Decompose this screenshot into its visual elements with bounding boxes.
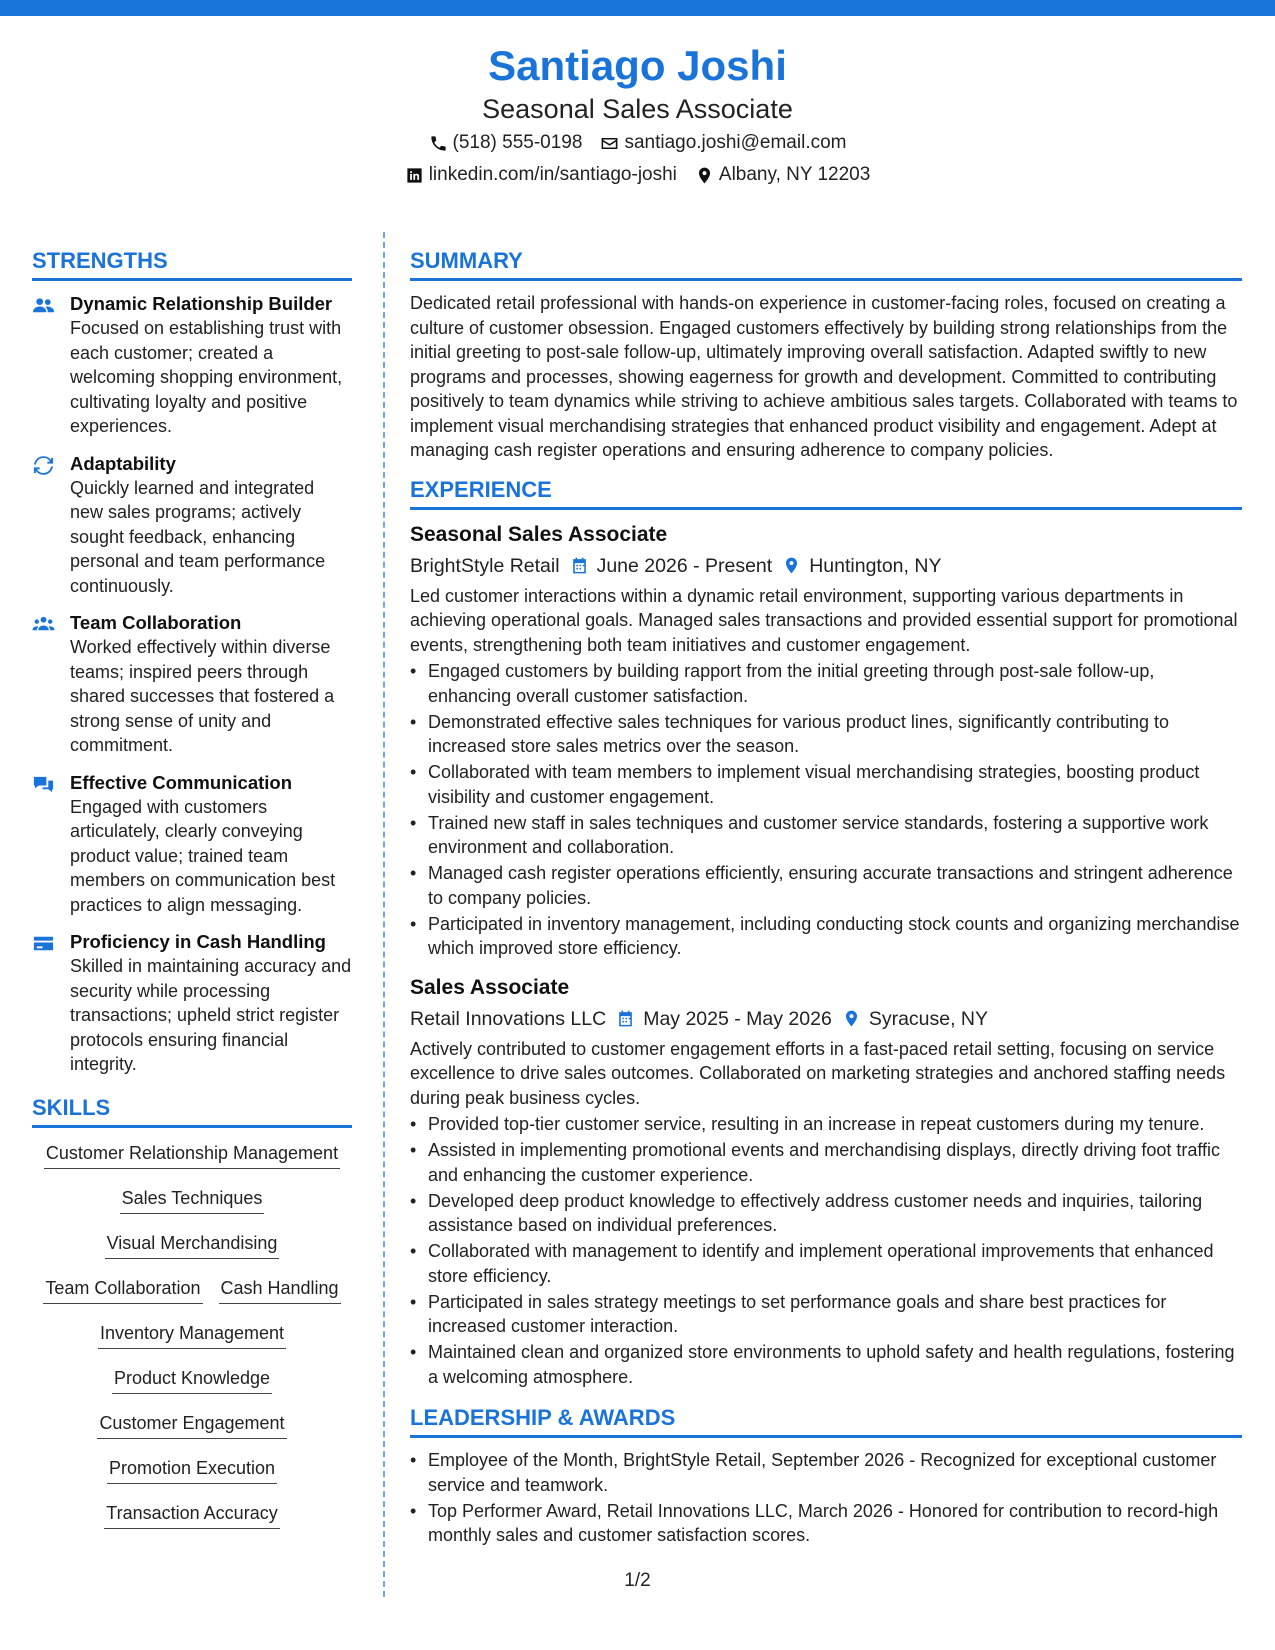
credit-card-icon <box>32 932 55 955</box>
contact-row-1 <box>0 128 1275 158</box>
calendar-icon <box>570 556 589 575</box>
leadership-heading: LEADERSHIP & AWARDS <box>410 1401 1242 1438</box>
job-meta <box>410 550 1242 582</box>
strength-title: Proficiency in Cash Handling <box>70 931 326 952</box>
location-contact <box>695 160 870 190</box>
job-bullets <box>410 659 1242 961</box>
strength-item <box>32 929 352 1077</box>
strength-item <box>32 291 352 439</box>
bullet-item: • Participated in inventory management, including conducting stock counts and organizing merchandise which improved store efficiency. <box>410 912 1242 961</box>
strength-title: Effective Communication <box>70 771 293 793</box>
map-pin-icon <box>782 556 801 575</box>
skill-tag: Visual Merchandising <box>105 1228 280 1259</box>
contact-row-2 <box>0 160 1275 190</box>
calendar-icon <box>616 1009 635 1028</box>
email-contact[interactable] <box>600 128 846 158</box>
bullet-item: • Managed cash register operations efficiently, ensuring accurate transactions and stringent adherence to company policies. <box>410 861 1242 910</box>
skill-tag: Customer Relationship Management <box>44 1138 340 1169</box>
skill-tag: Sales Techniques <box>120 1183 265 1214</box>
skill-tag: Transaction Accuracy <box>104 1498 279 1529</box>
candidate-name: Santiago Joshi <box>488 42 787 89</box>
location-text: Albany, NY 12203 <box>718 164 871 185</box>
skill-tag: Inventory Management <box>98 1318 286 1349</box>
job-description: Actively contributed to customer engagement efforts in a fast-paced retail setting, focusing on service excellence to drive sales outcomes. Collaborated on marketing strategies and anchored staffing needs during peak business cycles. <box>410 1038 1226 1108</box>
bullet-item: • Engaged customers by building rapport from the initial greeting through post-sale follow-up, enhancing overall customer satisfaction. <box>410 659 1242 708</box>
bullet-item: • Trained new staff in sales techniques and customer service standards, fostering a supportive work environment and collaboration. <box>410 811 1242 860</box>
candidate-title: Seasonal Sales Associate <box>482 94 793 124</box>
job-description: Led customer interactions within a dynamic retail environment, supporting various departments in achieving operational goals. Managed sales transactions and provided essential support for promotional events, strengthening both team initiatives and customer engagement. <box>410 585 1238 655</box>
sync-icon <box>32 454 55 477</box>
bullet-item: • Provided top-tier customer service, resulting in an increase in repeat customers during my tenure. <box>410 1112 1242 1137</box>
strength-desc: Focused on establishing trust with each customer; created a welcoming shopping environment, cultivating loyalty and positive experiences. <box>70 318 343 436</box>
award-item: • Top Performer Award, Retail Innovations LLC, March 2026 - Honored for contribution to record-high monthly sales and customer satisfaction scores. <box>410 1499 1242 1548</box>
job-entry <box>410 520 1242 961</box>
resume-header <box>0 40 1275 190</box>
phone-text: (518) 555-0198 <box>452 132 583 153</box>
users-icon <box>32 294 55 317</box>
job-bullets <box>410 1112 1242 1389</box>
envelope-icon <box>600 134 619 153</box>
strength-item <box>32 770 352 918</box>
job-meta <box>410 1003 1242 1035</box>
job-title: Sales Associate <box>410 975 570 999</box>
right-column <box>410 244 1242 1560</box>
strength-title: Dynamic Relationship Builder <box>70 293 333 314</box>
strength-desc: Engaged with customers articulately, clearly conveying product value; trained team members on communication best practices to align messaging. <box>70 796 336 915</box>
leadership-list <box>410 1448 1242 1548</box>
chat-icon <box>32 773 55 796</box>
phone-contact <box>429 128 583 158</box>
summary-heading: SUMMARY <box>410 244 1242 281</box>
linkedin-icon <box>405 166 424 185</box>
job-company: BrightStyle Retail <box>410 554 560 577</box>
column-divider <box>383 232 385 1597</box>
email-text: santiago.joshi@email.com <box>624 132 847 153</box>
summary-text: Dedicated retail professional with hands-on experience in customer-facing roles, focused on creating a culture of customer obsession. Engaged customers effectively by building strong relationships from the initial greeting to post-sale follow-up, ultimately improving overall satisfaction. Adapted swiftly to new programs and processes, showing eagerness for growth and development. Committed to contributing positively to team dynamics while striving to achieve ambitious sales targets. Collaborated with teams to implement visual merchandising strategies that enhanced product visibility and engagement. Adept at managing cash register operations and ensuring adherence to company policies. <box>410 293 1238 460</box>
award-item: • Employee of the Month, BrightStyle Retail, September 2026 - Recognized for exceptional customer service and teamwork. <box>410 1448 1242 1497</box>
skill-tag: Promotion Execution <box>107 1453 277 1484</box>
strength-desc: Skilled in maintaining accuracy and security while processing transactions; upheld strict register protocols ensuring financial integrity. <box>70 956 352 1074</box>
job-entry <box>410 973 1242 1390</box>
experience-heading: EXPERIENCE <box>410 473 1242 510</box>
linkedin-text: linkedin.com/in/santiago-joshi <box>428 164 677 185</box>
map-pin-icon <box>695 166 714 185</box>
skill-tag: Cash Handling <box>219 1273 341 1304</box>
strengths-heading: STRENGTHS <box>32 244 352 281</box>
skill-tag: Team Collaboration <box>43 1273 202 1304</box>
bullet-item: • Demonstrated effective sales techniques for various product lines, significantly contributing to increased store sales metrics over the season. <box>410 710 1242 759</box>
map-pin-icon <box>842 1009 861 1028</box>
strength-desc: Worked effectively within diverse teams; inspired peers through shared successes that fostered a strong sense of unity and commitment. <box>70 637 335 755</box>
job-dates: May 2025 - May 2026 <box>643 1007 832 1030</box>
strength-title: Team Collaboration <box>70 612 242 633</box>
skill-tag: Customer Engagement <box>97 1408 286 1439</box>
bullet-item: • Maintained clean and organized store environments to uphold safety and health regulations, fostering a welcoming atmosphere. <box>410 1340 1242 1389</box>
job-title: Seasonal Sales Associate <box>410 522 668 546</box>
job-dates: June 2026 - Present <box>596 554 773 577</box>
bullet-item: • Assisted in implementing promotional events and merchandising displays, directly driving foot traffic and enhancing the customer experience. <box>410 1138 1242 1187</box>
job-company: Retail Innovations LLC <box>410 1007 607 1030</box>
top-accent-bar <box>0 0 1275 16</box>
left-column <box>32 244 352 1543</box>
skill-tag: Product Knowledge <box>112 1363 272 1394</box>
bullet-item: • Collaborated with team members to implement visual merchandising strategies, boosting product visibility and customer engagement. <box>410 760 1242 809</box>
strength-item <box>32 451 352 599</box>
linkedin-contact[interactable] <box>405 160 677 190</box>
strength-title: Adaptability <box>70 452 176 474</box>
phone-icon <box>429 134 448 153</box>
strength-item <box>32 610 352 758</box>
job-location: Syracuse, NY <box>868 1007 989 1030</box>
strength-desc: Quickly learned and integrated new sales programs; actively sought feedback, enhancing personal and team performance continuously. <box>70 477 326 596</box>
team-icon <box>32 613 55 636</box>
bullet-item: • Developed deep product knowledge to effectively address customer needs and inquiries, tailoring assistance based on individual preferences. <box>410 1189 1242 1238</box>
skills-list <box>32 1138 352 1543</box>
page-number: 1/2 <box>624 1570 651 1591</box>
bullet-item: • Participated in sales strategy meetings to set performance goals and share best practices for increased customer interaction. <box>410 1290 1242 1339</box>
job-location: Huntington, NY <box>809 554 942 577</box>
skills-heading: SKILLS <box>32 1091 352 1128</box>
bullet-item: • Collaborated with management to identify and implement operational improvements that enhanced store efficiency. <box>410 1239 1242 1288</box>
